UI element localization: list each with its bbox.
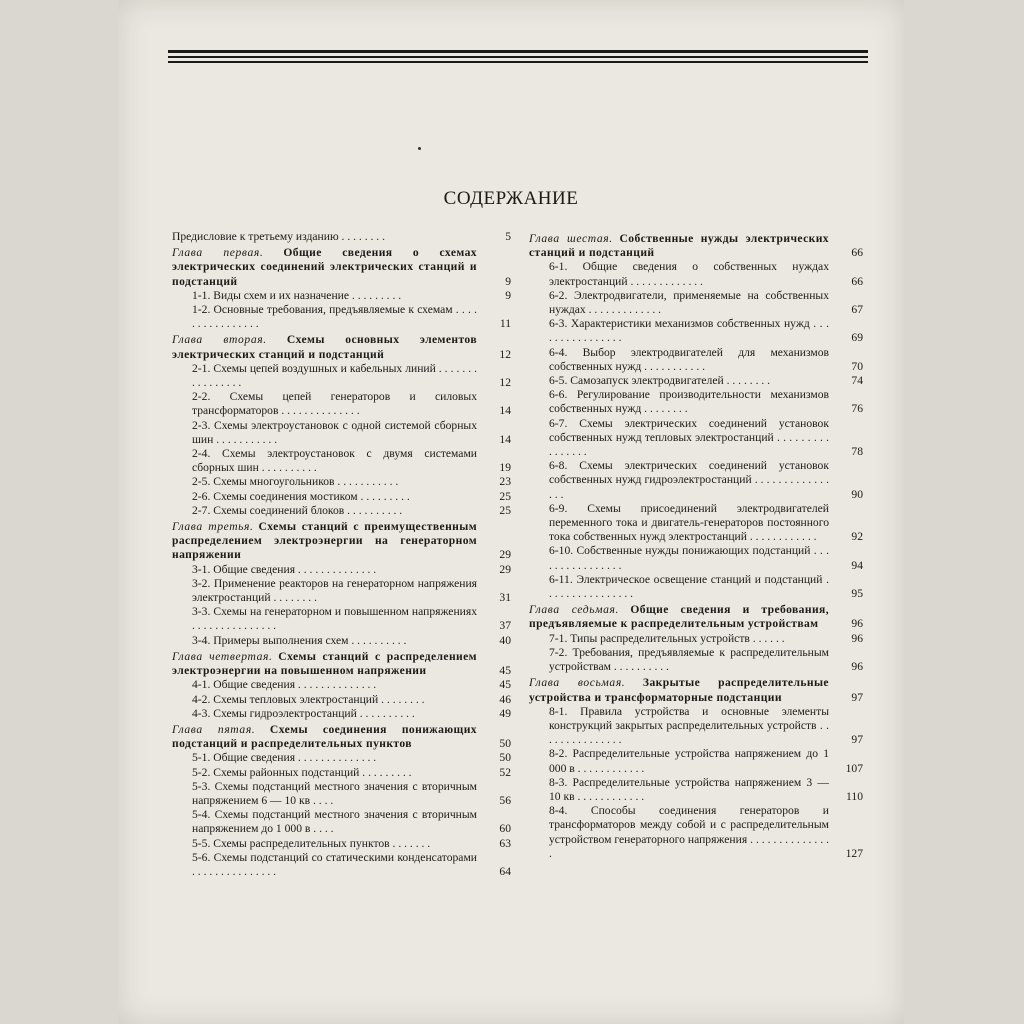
- toc-page-number: 90: [851, 487, 863, 501]
- toc-section-entry: [166, 362, 511, 390]
- toc-section-entry: [166, 490, 511, 504]
- toc-section-entry: [166, 289, 511, 303]
- toc-section-entry: [523, 502, 863, 545]
- ink-speck: [418, 147, 421, 150]
- toc-entry-text: 3-3. Схемы на генераторном и повышенном напряжениях . . . . . . . . . . . . . . .: [192, 605, 477, 633]
- toc-section-entry: [523, 346, 863, 374]
- toc-section-entry: [523, 573, 863, 601]
- toc-page-number: 9: [505, 274, 511, 288]
- toc-chapter-entry: [523, 603, 863, 631]
- toc-page-number: 19: [499, 461, 511, 475]
- toc-entry-text: 1-2. Основные требования, предъявляемые к схемам . . . . . . . . . . . . . . . .: [192, 303, 477, 331]
- toc-entry-text: 2-6. Схемы соединения мостиком . . . . . . . . .: [192, 489, 410, 503]
- toc-chapter-entry: [166, 650, 511, 678]
- toc-entry-text: [166, 650, 481, 678]
- toc-section-entry: [523, 705, 863, 748]
- toc-page-number: 46: [499, 692, 511, 706]
- toc-section-entry: [166, 837, 511, 851]
- chapter-label: Глава шестая.: [529, 232, 613, 245]
- toc-page-number: 127: [845, 846, 863, 860]
- toc-entry-text: 6-3. Характеристики механизмов собственных нужд . . . . . . . . . . . . . . . .: [549, 317, 829, 345]
- toc-section-entry: [166, 707, 511, 721]
- chapter-title: Общие сведения о схемах электрических соединений электрических станций и подстанций: [172, 246, 477, 288]
- toc-entry-text: 3-2. Применение реакторов на генераторном напряжения электростанций . . . . . . . .: [192, 576, 477, 605]
- toc-page-number: 110: [846, 789, 863, 803]
- toc-entry-text: 7-2. Требования, предъявляемые к распределительным устройствам . . . . . . . . . .: [549, 645, 829, 674]
- toc-entry-text: 7-1. Типы распределительных устройств . . . . . .: [549, 631, 785, 645]
- chapter-label: Глава седьмая.: [529, 603, 619, 617]
- toc-entry-text: 8-3. Распределительные устройства напряжением 3 — 10 кв . . . . . . . . . . . .: [549, 775, 829, 803]
- toc-page-number: 95: [851, 587, 863, 601]
- toc-entry-text: 2-1. Схемы цепей воздушных и кабельных линий . . . . . . . . . . . . . . . .: [192, 361, 477, 390]
- header-rule-middle: [168, 56, 868, 58]
- toc-section-entry: [166, 577, 511, 605]
- toc-section-entry: [166, 766, 511, 780]
- toc-page-number: 31: [499, 591, 511, 605]
- toc-chapter-entry: [166, 520, 511, 563]
- chapter-title: Схемы станций с преимущественным распределением электроэнергии на генераторном напряжении: [172, 520, 477, 562]
- toc-section-entry: [166, 563, 511, 577]
- toc-entry-text: 2-2. Схемы цепей генераторов и силовых трансформаторов . . . . . . . . . . . . . .: [192, 390, 477, 418]
- chapter-title: Схемы станций с распределением электроэнергии на повышенном напряжении: [172, 649, 477, 678]
- toc-page-number: 78: [851, 445, 863, 459]
- toc-section-entry: [166, 447, 511, 475]
- toc-section-entry: [166, 808, 511, 836]
- toc-column-left: [166, 230, 511, 879]
- toc-page-number: 25: [499, 503, 511, 517]
- toc-entry-text: [523, 676, 833, 704]
- toc-page-number: 69: [851, 331, 863, 345]
- toc-page-number: 66: [851, 274, 863, 288]
- chapter-label: Глава первая.: [172, 246, 264, 260]
- toc-section-entry: [166, 419, 511, 447]
- toc-page-number: 37: [499, 619, 511, 633]
- toc-entry-text: 6-9. Схемы присоединений электродвигателей переменного тока и двигатель-генераторов постоянного тока собственных нужд электростанций . . . . . . . . . . . .: [549, 501, 829, 544]
- toc-section-entry: [166, 780, 511, 808]
- toc-entry-text: Предисловие к третьему изданию . . . . . . . .: [172, 230, 385, 243]
- toc-entry-text: 5-4. Схемы подстанций местного значения с вторичным напряжением до 1 000 в . . . .: [192, 808, 477, 836]
- header-rule-thick: [168, 50, 868, 53]
- toc-page-number: 76: [851, 402, 863, 416]
- toc-page-number: 5: [505, 230, 511, 243]
- chapter-label: Глава третья.: [172, 520, 254, 534]
- toc-page-number: 45: [499, 664, 511, 678]
- chapter-title: Общие сведения и требования, предъявляемые к распределительным устройствам: [529, 603, 830, 631]
- toc-entry-text: 6-8. Схемы электрических соединений установок собственных нужд гидроэлектростанций . . . . . . . . . . . . . . . .: [549, 459, 829, 501]
- toc-entry-text: [166, 246, 481, 289]
- toc-section-entry: [166, 605, 511, 633]
- toc-entry-text: 5-6. Схемы подстанций со статическими конденсаторами . . . . . . . . . . . . . . .: [192, 850, 477, 878]
- chapter-title: Схемы основных элементов электрических станций и подстанций: [172, 333, 477, 361]
- toc-page-number: 92: [851, 530, 863, 544]
- toc-section-entry: [166, 504, 511, 518]
- toc-entry-text: 6-2. Электродвигатели, применяемые на собственных нуждах . . . . . . . . . . . . .: [549, 288, 829, 317]
- toc-entry-text: [523, 232, 833, 260]
- toc-page-number: 29: [499, 562, 511, 576]
- toc-entry-text: 8-1. Правила устройства и основные элементы конструкций закрытых распределительных устройств . . . . . . . . . . . . . . .: [549, 704, 829, 747]
- toc-column-right: [523, 230, 863, 861]
- toc-section-entry: [166, 303, 511, 331]
- toc-entry-text: 8-4. Способы соединения генераторов и трансформаторов между собой и с распределительным устройством генераторного напряжения . . . . . . . . . . . . . . .: [549, 804, 829, 860]
- toc-section-entry: [166, 751, 511, 765]
- toc-page-number: 97: [851, 733, 863, 747]
- toc-entry-text: [166, 520, 481, 563]
- toc-page-number: 40: [499, 633, 511, 647]
- toc-page-number: 64: [499, 864, 511, 878]
- toc-entry-text: 5-2. Схемы районных подстанций . . . . . . . . .: [192, 765, 412, 779]
- toc-page-number: 14: [499, 432, 511, 446]
- toc-entry-text: 5-3. Схемы подстанций местного значения с вторичным напряжением 6 — 10 кв . . . .: [192, 779, 477, 807]
- toc-chapter-entry: [523, 676, 863, 704]
- toc-entry-text: 6-10. Собственные нужды понижающих подстанций . . . . . . . . . . . . . . . .: [549, 544, 829, 572]
- toc-section-entry: [166, 678, 511, 692]
- toc-entry-text: 4-2. Схемы тепловых электростанций . . . . . . . .: [192, 692, 425, 706]
- toc-entry-text: 5-5. Схемы распределительных пунктов . . . . . . .: [192, 836, 431, 850]
- toc-section-entry: [523, 747, 863, 775]
- toc-page-number: 23: [499, 475, 511, 489]
- toc-entry-text: 2-3. Схемы электроустановок с одной системой сборных шин . . . . . . . . . . .: [192, 418, 477, 446]
- chapter-label: Глава вторая.: [172, 333, 267, 347]
- toc-chapter-entry: [166, 723, 511, 751]
- toc-page-number: 12: [499, 376, 511, 390]
- toc-page-number: 74: [851, 374, 863, 388]
- toc-entry-text: [523, 603, 833, 631]
- toc-page-number: 96: [851, 660, 863, 674]
- toc-entry-text: [166, 723, 481, 751]
- toc-page-number: 52: [499, 765, 511, 779]
- toc-section-entry: [523, 459, 863, 502]
- toc-section-entry: [166, 390, 511, 418]
- toc-entry-text: 5-1. Общие сведения . . . . . . . . . . . . . .: [192, 751, 377, 765]
- toc-section-entry: [523, 260, 863, 288]
- toc-page-number: 96: [851, 617, 863, 631]
- toc-page-number: 29: [499, 548, 511, 562]
- toc-page-number: 63: [499, 836, 511, 850]
- toc-page-number: 25: [499, 489, 511, 503]
- toc-entry-text: [166, 333, 481, 361]
- toc-section-entry: [523, 374, 863, 388]
- toc-section-entry: [523, 544, 863, 572]
- toc-page-number: 94: [851, 558, 863, 572]
- toc-page-number: 14: [499, 404, 511, 418]
- toc-entry-text: 6-4. Выбор электродвигателей для механизмов собственных нужд . . . . . . . . . . .: [549, 345, 829, 373]
- toc-section-entry: [523, 388, 863, 416]
- toc-section-entry: [523, 804, 863, 861]
- toc-entry-text: 6-6. Регулирование производительности механизмов собственных нужд . . . . . . . .: [549, 388, 829, 416]
- toc-chapter-entry: [166, 246, 511, 289]
- toc-section-entry: [166, 475, 511, 489]
- toc-page-number: 50: [499, 737, 511, 751]
- toc-page-number: 56: [499, 793, 511, 807]
- toc-entry-text: 2-4. Схемы электроустановок с двумя системами сборных шин . . . . . . . . . .: [192, 447, 477, 475]
- toc-section-entry: [523, 289, 863, 317]
- toc-chapter-entry: [166, 333, 511, 361]
- toc-preface-entry: [166, 230, 511, 244]
- toc-chapter-entry: [523, 232, 863, 260]
- toc-page-number: 11: [499, 317, 511, 331]
- toc-entry-text: 1-1. Виды схем и их назначение . . . . . . . . .: [192, 288, 402, 302]
- toc-page-number: 96: [851, 631, 863, 645]
- toc-page-number: 67: [851, 303, 863, 317]
- book-page: [118, 0, 904, 1024]
- toc-entry-text: 2-5. Схемы многоугольников . . . . . . . . . . .: [192, 475, 399, 489]
- toc-section-entry: [523, 632, 863, 646]
- header-rule-thin: [168, 61, 868, 63]
- chapter-label: Глава пятая.: [172, 722, 256, 736]
- page-title: СОДЕРЖАНИЕ: [443, 188, 579, 209]
- chapter-title: Собственные нужды электрических станций и подстанций: [529, 232, 829, 260]
- chapter-title: Схемы соединения понижающих подстанций и распределительных пунктов: [172, 722, 477, 751]
- toc-entry-text: 4-1. Общие сведения . . . . . . . . . . . . . .: [192, 678, 377, 692]
- toc-section-entry: [523, 417, 863, 460]
- toc-entry-text: 6-5. Самозапуск электродвигателей . . . . . . . .: [549, 374, 771, 388]
- toc-entry-text: 6-7. Схемы электрических соединений установок собственных нужд тепловых электростанций . . . . . . . . . . . . . . . .: [549, 416, 829, 459]
- toc-page-number: 66: [851, 246, 863, 260]
- toc-page-number: 49: [499, 706, 511, 720]
- toc-entry-text: 3-4. Примеры выполнения схем . . . . . . . . . .: [192, 633, 407, 647]
- toc-entry-text: 6-11. Электрическое освещение станций и подстанций . . . . . . . . . . . . . . . .: [549, 572, 829, 601]
- toc-section-entry: [166, 851, 511, 879]
- chapter-title: Закрытые распределительные устройства и трансформаторные подстанции: [529, 676, 829, 704]
- toc-section-entry: [523, 776, 863, 804]
- toc-entry-text: 4-3. Схемы гидроэлектростанций . . . . . . . . . .: [192, 706, 415, 720]
- toc-page-number: 107: [845, 761, 863, 775]
- toc-section-entry: [523, 646, 863, 674]
- toc-entry-text: 3-1. Общие сведения . . . . . . . . . . . . . .: [192, 562, 377, 576]
- toc-entry-text: 6-1. Общие сведения о собственных нуждах электростанций . . . . . . . . . . . . .: [549, 260, 829, 288]
- toc-entry-text: 8-2. Распределительные устройства напряжением до 1 000 в . . . . . . . . . . . .: [549, 747, 829, 775]
- toc-section-entry: [523, 317, 863, 345]
- toc-page-number: 45: [499, 678, 511, 692]
- toc-section-entry: [166, 634, 511, 648]
- toc-section-entry: [166, 693, 511, 707]
- chapter-label: Глава восьмая.: [529, 676, 626, 690]
- toc-page-number: 12: [499, 347, 511, 361]
- chapter-label: Глава четвертая.: [172, 649, 273, 663]
- toc-entry-text: 2-7. Схемы соединений блоков . . . . . . . . . .: [192, 503, 403, 517]
- toc-page-number: 97: [851, 690, 863, 704]
- toc-page-number: 50: [499, 751, 511, 765]
- toc-page-number: 60: [499, 822, 511, 836]
- toc-page-number: 70: [851, 359, 863, 373]
- toc-page-number: 9: [505, 288, 511, 302]
